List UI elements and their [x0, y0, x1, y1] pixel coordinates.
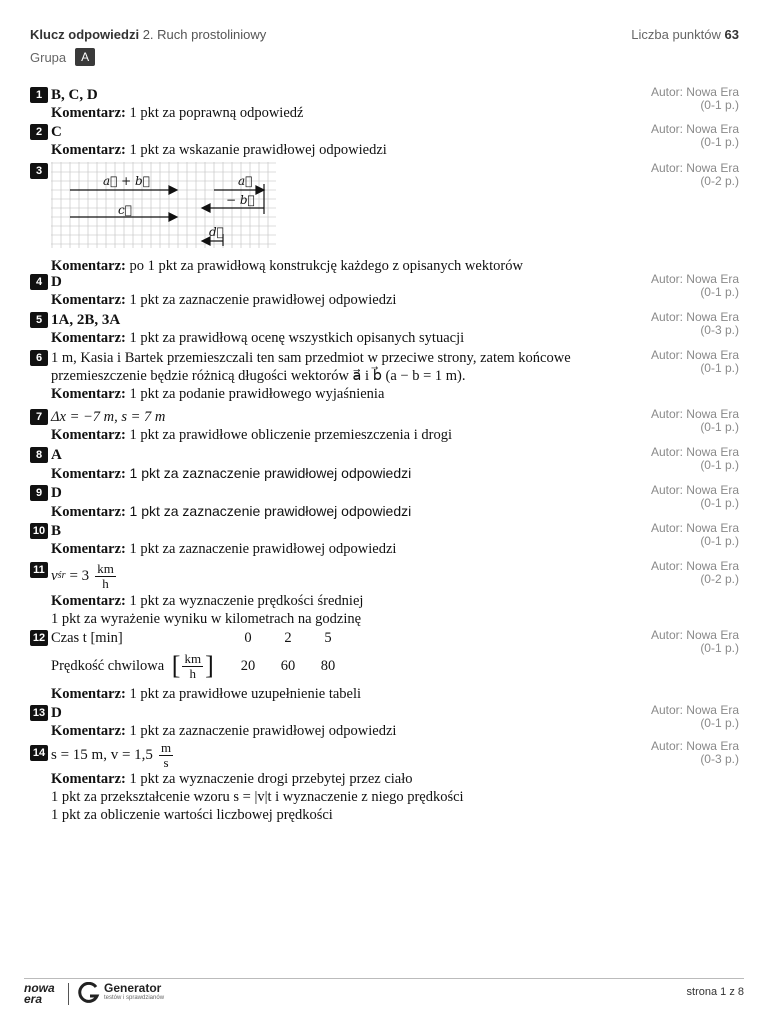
question-meta: Autor: Nowa Era (0-2 p.)	[650, 161, 739, 188]
question-number: 8	[30, 447, 48, 463]
question-10	[30, 522, 739, 558]
generator-g-icon	[78, 982, 100, 1004]
document-title: Klucz odpowiedzi 2. Ruch prostoliniowy	[30, 27, 267, 42]
question-number: 12	[30, 630, 48, 646]
question-11	[30, 560, 739, 628]
comment: Komentarz: 1 pkt za wyznaczenie drogi przebytej przez ciało	[51, 771, 413, 787]
question-3	[30, 162, 739, 275]
question-number: 3	[30, 163, 48, 179]
label-minus-b: − b⃗	[226, 193, 255, 207]
total-points: Liczba punktów 63	[631, 27, 739, 42]
group-indicator: Grupa A	[30, 48, 95, 66]
question-meta: Autor: Nowa Era (0-1 p.)	[650, 272, 739, 299]
speed-table: Czas t [min] 0 2 5 Prędkość chwilowa [ $\frac{km}{h}$ ] 20 60 80	[51, 629, 348, 685]
comment: Komentarz: 1 pkt za zaznaczenie prawidłowej odpowiedzi	[51, 465, 412, 482]
comment: Komentarz: 1 pkt za prawidłowe obliczenie przemieszczenia i drogi	[51, 427, 452, 443]
question-meta: Autor: Nowa Era (0-1 p.)	[650, 445, 739, 472]
answer: A	[51, 447, 62, 463]
label-c: c⃗	[118, 203, 132, 217]
logo-separator	[68, 983, 69, 1005]
answer: v śr = 3 $\frac{km}{h}$	[51, 560, 114, 591]
question-meta: Autor: Nowa Era (0-1 p.)	[650, 407, 739, 434]
generator-logo: Generator testów i sprawdzianów	[78, 982, 164, 1004]
row-label-time: Czas t [min]	[51, 630, 123, 646]
question-number: 4	[30, 274, 48, 290]
comment: Komentarz: 1 pkt za zaznaczenie prawidłowej odpowiedzi	[51, 292, 397, 308]
comment: Komentarz: 1 pkt za wyznaczenie prędkości średniej	[51, 593, 364, 609]
question-number: 5	[30, 312, 48, 328]
question-number: 10	[30, 523, 48, 539]
question-number: 6	[30, 350, 48, 366]
question-2	[30, 123, 739, 159]
question-meta: Autor: Nowa Era (0-1 p.)	[650, 483, 739, 510]
question-9	[30, 484, 739, 521]
question-14	[30, 740, 739, 824]
question-13	[30, 704, 739, 740]
question-number: 7	[30, 409, 48, 425]
question-meta: Autor: Nowa Era (0-2 p.)	[650, 559, 739, 586]
question-8	[30, 446, 739, 483]
unit-fraction: $\frac{m}{s}$	[160, 739, 172, 770]
answer: s = 15 m, v = 1,5 $\frac{m}{s}$	[51, 739, 172, 770]
question-meta: Autor: Nowa Era (0-1 p.)	[650, 703, 739, 730]
answer: C	[51, 124, 62, 140]
comment: Komentarz: po 1 pkt za prawidłową konstrukcję każdego z opisanych wektorów	[51, 258, 523, 274]
unit-fraction: $\frac{km}{h}$	[97, 560, 114, 591]
answer-line-1: 1 m, Kasia i Bartek przemieszczali ten sam przedmiot w przeciwe strony, zatem końcowe	[51, 350, 571, 366]
question-7	[30, 408, 739, 444]
comment-line-3: 1 pkt za obliczenie wartości liczbowej prędkości	[51, 807, 333, 823]
label-a-plus-b: a⃗ + b⃗	[103, 174, 150, 188]
question-meta: Autor: Nowa Era (0-1 p.)	[650, 122, 739, 149]
answer: D	[51, 485, 62, 501]
question-meta: Autor: Nowa Era (0-3 p.)	[650, 310, 739, 337]
nowa-era-logo: nowa era	[24, 981, 55, 1006]
comment: Komentarz: 1 pkt za zaznaczenie prawidłowej odpowiedzi	[51, 541, 397, 557]
question-5	[30, 311, 739, 347]
label-a: a⃗	[238, 174, 253, 188]
question-number: 9	[30, 485, 48, 501]
comment: Komentarz: 1 pkt za zaznaczenie prawidłowej odpowiedzi	[51, 723, 397, 739]
answer: D	[51, 705, 62, 721]
comment: Komentarz: 1 pkt za zaznaczenie prawidłowej odpowiedzi	[51, 503, 412, 520]
answer: D	[51, 274, 62, 290]
question-number: 11	[30, 562, 48, 578]
answer: 1A, 2B, 3A	[51, 312, 121, 328]
answer-line-2: przemieszczenie będzie różnicą długości wektorów a⃗ i b⃗ (a − b = 1 m).	[51, 368, 466, 384]
footer-divider	[24, 978, 744, 979]
comment: Komentarz: 1 pkt za poprawną odpowiedź	[51, 105, 304, 121]
question-meta: Autor: Nowa Era (0-1 p.)	[650, 85, 739, 112]
answer: B	[51, 523, 62, 539]
comment: Komentarz: 1 pkt za prawidłową ocenę wszystkich opisanych sytuacji	[51, 330, 465, 346]
question-number: 13	[30, 705, 48, 721]
question-4	[30, 273, 739, 309]
answer: B, C, D	[51, 87, 98, 103]
question-number: 14	[30, 745, 48, 761]
page-number: strona 1 z 8	[686, 986, 744, 998]
comment: Komentarz: 1 pkt za wskazanie prawidłowej odpowiedzi	[51, 142, 387, 158]
question-number: 1	[30, 87, 48, 103]
comment-line-2: 1 pkt za wyrażenie wyniku w kilometrach na godzinę	[51, 611, 362, 627]
question-meta: Autor: Nowa Era (0-1 p.)	[650, 521, 739, 548]
label-d: d⃗	[209, 225, 224, 239]
question-meta: Autor: Nowa Era (0-1 p.)	[650, 628, 739, 655]
question-meta: Autor: Nowa Era (0-3 p.)	[650, 739, 739, 766]
row-label-speed: Prędkość chwilowa [ $\frac{km}{h}$ ]	[51, 650, 214, 681]
vector-grid-figure	[51, 162, 276, 250]
comment-line-2: 1 pkt za przekształcenie wzoru s = |v|t i wyznaczenie z niego prędkości	[51, 789, 464, 805]
answer: Δx = −7 m, s = 7 m	[51, 409, 166, 425]
question-number: 2	[30, 124, 48, 140]
question-12	[30, 629, 739, 703]
comment: Komentarz: 1 pkt za prawidłowe uzupełnienie tabeli	[51, 686, 362, 702]
comment: Komentarz: 1 pkt za podanie prawidłowego wyjaśnienia	[51, 386, 385, 402]
question-1	[30, 86, 739, 122]
group-badge: A	[75, 48, 95, 66]
question-6	[30, 349, 739, 403]
question-meta: Autor: Nowa Era (0-1 p.)	[650, 348, 739, 375]
